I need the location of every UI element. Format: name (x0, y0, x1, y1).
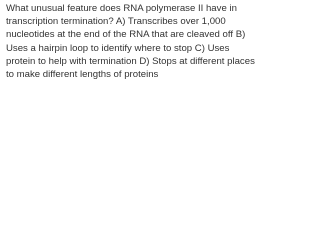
question-card (0, 0, 262, 81)
question-text: What unusual feature does RNA polymerase II have in transcription termination? A) Transcribes over 1,000 nucleotides at the end of the RNA that are cleaved off B) Uses a hairpin loop to identify where to stop C) Uses protein to help with termination D) Stops at different places to make different lengths of proteins (6, 3, 255, 81)
